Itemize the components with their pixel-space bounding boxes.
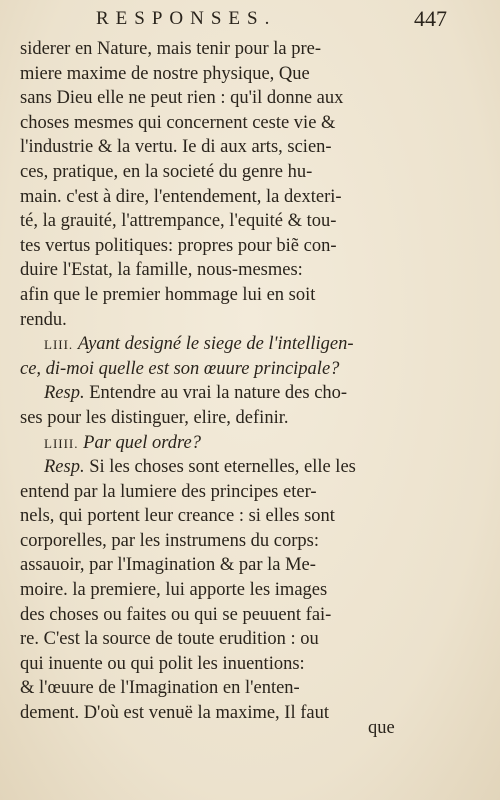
question-number: LIIII. xyxy=(44,435,79,451)
text-line: des choses ou faites ou qui se peuuent fai- xyxy=(20,604,332,625)
text-line: assauoir, par l'Imagination & par la Me- xyxy=(20,555,316,576)
text-line: re. C'est la source de toute erudition : ou xyxy=(20,629,319,650)
text-line: entend par la lumiere des principes eter- xyxy=(20,481,317,502)
text-line: duire l'Estat, la famille, nous-mesmes: xyxy=(20,260,303,281)
text-line: miere maxime de nostre physique, Que xyxy=(20,63,310,84)
text-line: ses pour les distinguer, elire, definir. xyxy=(20,407,289,428)
text-line: moire. la premiere, lui apporte les images xyxy=(20,580,328,601)
question-number: LIII. xyxy=(44,337,74,353)
text-line: l'industrie & la vertu. Ie di aux arts, scien- xyxy=(20,137,332,158)
text-line: corporelles, par les instrumens du corps: xyxy=(20,530,320,551)
text-line: té, la grauité, l'attrempance, l'equité & tou- xyxy=(20,211,337,232)
text-line: tes vertus politiques: propres pour biẽ con- xyxy=(20,235,337,256)
text-line: choses mesmes qui concernent ceste vie & xyxy=(20,112,336,133)
answer-label: Resp. xyxy=(44,457,85,478)
answer-line: Resp. Si les choses sont eternelles, elle les xyxy=(44,457,356,478)
page-number: 447 xyxy=(414,6,447,31)
catchword: que xyxy=(368,718,395,738)
text-line: siderer en Nature, mais tenir pour la pre- xyxy=(20,39,322,59)
question-line xyxy=(20,332,480,357)
page-header xyxy=(0,4,500,34)
text-line: rendu. xyxy=(20,309,67,330)
answer-label: Resp. xyxy=(44,383,85,404)
running-title: RESPONSES. xyxy=(96,8,277,29)
text-line: qui inuente ou qui polit les inuentions: xyxy=(20,653,305,674)
answer-line: Resp. Entendre au vrai la nature des cho- xyxy=(44,383,348,404)
question-line: ce, di-moi quelle est son œuure principale? xyxy=(20,358,340,379)
question-text: Par quel ordre? xyxy=(83,432,201,453)
body-text xyxy=(20,37,480,726)
text-line: afin que le premier hommage lui en soit xyxy=(20,284,316,305)
text-line: dement. D'où est venuë la maxime, Il faut xyxy=(20,703,329,724)
text-line: ces, pratique, en la societé du genre hu- xyxy=(20,161,313,182)
text-line: nels, qui portent leur creance : si elles sont xyxy=(20,506,335,527)
text-line: main. c'est à dire, l'entendement, la dexteri- xyxy=(20,186,342,207)
question-text: Ayant designé le siege de l'intelligen- xyxy=(77,334,354,355)
question-line xyxy=(20,431,480,456)
text-line: & l'œuure de l'Imagination en l'enten- xyxy=(20,678,300,699)
text-line: sans Dieu elle ne peut rien : qu'il donne aux xyxy=(20,88,344,109)
